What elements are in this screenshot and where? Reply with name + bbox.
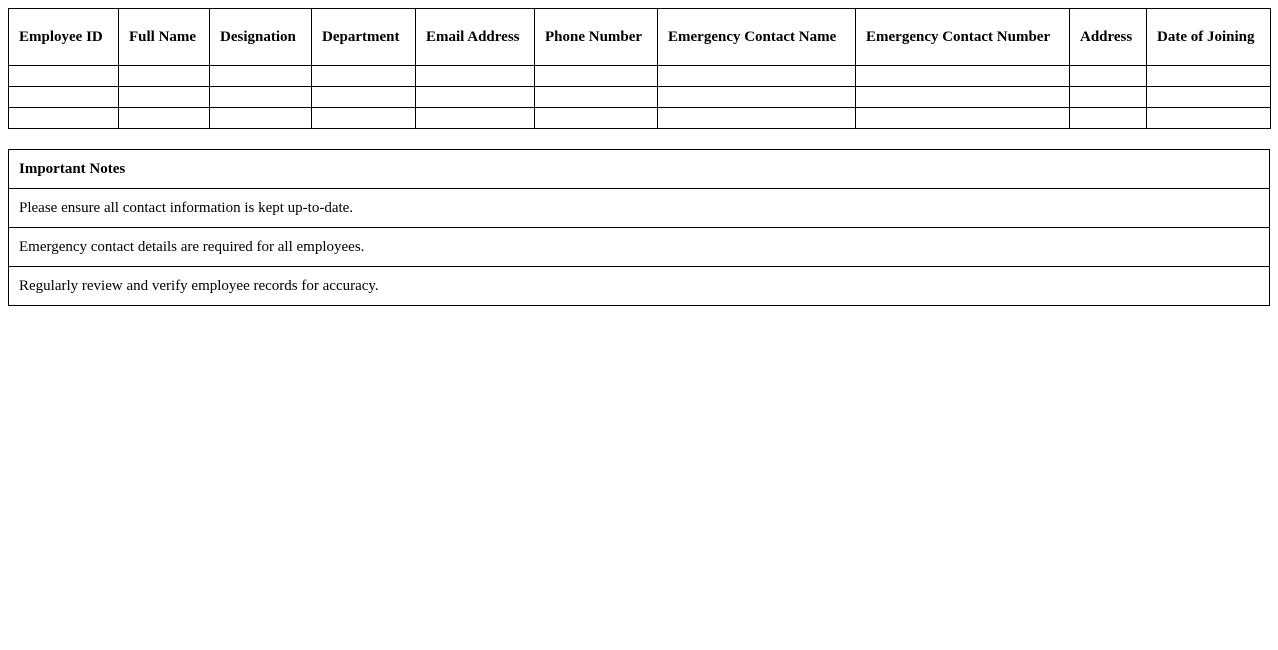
- table-row: [9, 108, 1271, 129]
- table-cell: [9, 87, 119, 108]
- employee-table: [8, 8, 1271, 129]
- table-cell: [1070, 66, 1147, 87]
- table-cell: [1070, 108, 1147, 129]
- table-cell: [856, 87, 1070, 108]
- table-row: [9, 87, 1271, 108]
- table-cell: [1147, 66, 1271, 87]
- note-text: Emergency contact details are required for all employees.: [9, 228, 1270, 267]
- table-cell: [416, 108, 535, 129]
- important-notes-table: [8, 149, 1270, 306]
- column-header-full-name: Full Name: [119, 9, 210, 66]
- table-cell: [119, 66, 210, 87]
- table-cell: [658, 87, 856, 108]
- table-cell: [210, 108, 312, 129]
- table-cell: [856, 66, 1070, 87]
- table-cell: [1147, 108, 1271, 129]
- table-cell: [1070, 87, 1147, 108]
- table-cell: [535, 66, 658, 87]
- list-item: [9, 189, 1270, 228]
- table-cell: [416, 87, 535, 108]
- table-cell: [210, 87, 312, 108]
- table-cell: [416, 66, 535, 87]
- table-cell: [9, 66, 119, 87]
- table-cell: [1147, 87, 1271, 108]
- column-header-emergency-contact-number: Emergency Contact Number: [856, 9, 1070, 66]
- column-header-employee-id: Employee ID: [9, 9, 119, 66]
- column-header-emergency-contact-name: Emergency Contact Name: [658, 9, 856, 66]
- table-cell: [658, 66, 856, 87]
- table-row: [9, 66, 1271, 87]
- table-cell: [312, 87, 416, 108]
- notes-title: Important Notes: [9, 150, 1270, 189]
- table-cell: [210, 66, 312, 87]
- column-header-address: Address: [1070, 9, 1147, 66]
- page-content: [8, 8, 1270, 306]
- list-item: [9, 228, 1270, 267]
- table-cell: [856, 108, 1070, 129]
- column-header-department: Department: [312, 9, 416, 66]
- table-cell: [119, 108, 210, 129]
- column-header-phone-number: Phone Number: [535, 9, 658, 66]
- table-cell: [312, 108, 416, 129]
- column-header-designation: Designation: [210, 9, 312, 66]
- table-cell: [9, 108, 119, 129]
- table-cell: [535, 108, 658, 129]
- table-cell: [119, 87, 210, 108]
- table-cell: [535, 87, 658, 108]
- column-header-email-address: Email Address: [416, 9, 535, 66]
- table-cell: [658, 108, 856, 129]
- note-text: Please ensure all contact information is kept up-to-date.: [9, 189, 1270, 228]
- note-text: Regularly review and verify employee records for accuracy.: [9, 267, 1270, 306]
- table-header-row: [9, 9, 1271, 66]
- table-cell: [312, 66, 416, 87]
- list-item: [9, 267, 1270, 306]
- column-header-date-of-joining: Date of Joining: [1147, 9, 1271, 66]
- notes-header-row: [9, 150, 1270, 189]
